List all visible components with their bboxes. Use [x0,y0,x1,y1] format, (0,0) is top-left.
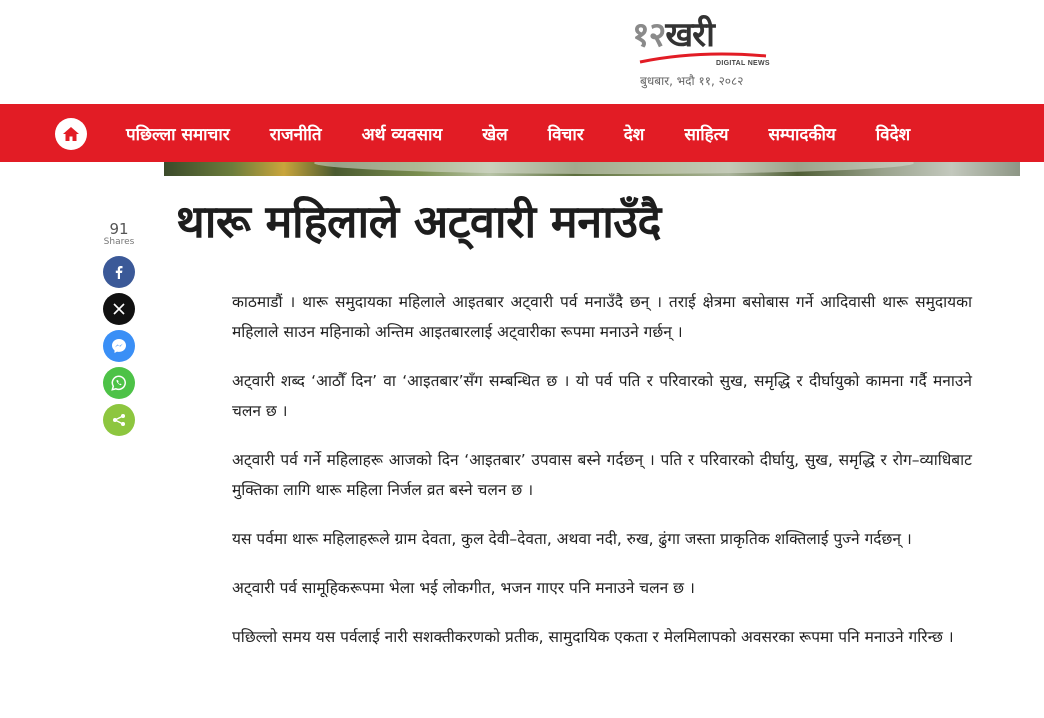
nav-items [126,104,950,162]
share-label: Shares [103,237,135,247]
x-share-button[interactable] [103,293,135,325]
nav-item-sports[interactable]: खेल [482,124,508,145]
current-date: बुधबार, भदौ ११, २०८२ [640,74,744,88]
logo-numerals: १२ [632,15,666,55]
messenger-icon [111,338,127,354]
nav-item-opinion[interactable]: विचार [547,124,584,145]
nav-item-politics[interactable]: राजनीति [269,124,322,145]
article-paragraph: पछिल्लो समय यस पर्वलाई नारी सशक्तीकरणको प्रतीक, सामुदायिक एकता र मेलमिलापको अवसरका रूपमा पनि मनाउने गरिन्छ । [232,628,954,646]
share-icon [112,413,126,427]
nav-item-country[interactable]: देश [623,124,645,145]
main-nav [0,104,1044,162]
article-paragraph: यस पर्वमा थारू महिलाहरूले ग्राम देवता, कुल देवी–देवता, अथवा नदी, रुख, ढुंगा जस्ता प्राकृतिक शक्तिलाई पुज्ने गर्दछन् । [232,530,912,548]
sharethis-share-button[interactable] [103,404,135,436]
nav-item-literature[interactable]: साहित्य [684,124,729,145]
nav-item-latest-news[interactable]: पछिल्ला समाचार [126,124,230,145]
share-count: 91 [109,220,129,238]
article-paragraph: अट्वारी शब्द ‘आठौँ दिन’ वा ‘आइतबार’सँग सम्बन्धित छ । यो पर्व पति र परिवारको सुख, समृद्धि र दीर्घायुको कामना गर्दै मनाउने चलन छ । [232,372,972,420]
whatsapp-icon [111,375,127,391]
article-paragraph: अट्वारी पर्व सामूहिकरूपमा भेला भई लोकगीत, भजन गाएर पनि मनाउने चलन छ । [232,579,695,597]
featured-image [164,162,1020,176]
facebook-share-button[interactable] [103,256,135,288]
logo-tagline: DIGITAL NEWS [716,60,770,67]
nav-item-world[interactable]: विदेश [875,124,911,145]
article-paragraph: काठमाडौं । थारू समुदायका महिलाले आइतबार अट्वारी पर्व मनाउँदै छन् । तराई क्षेत्रमा बसोबास गर्ने आदिवासी थारू समुदायका महिलाले साउन महिनाको अन्तिम आइतबारलाई अट्वारीका रूपमा मनाउने गर्छन् । [232,293,972,341]
whatsapp-share-button[interactable] [103,367,135,399]
article-paragraph: अट्वारी पर्व गर्ने महिलाहरू आजको दिन ‘आइतबार’ उपवास बस्ने गर्दछन् । पति र परिवारको दीर्घायु, सुख, समृद्धि र रोग–व्याधिबाट मुक्तिका लागि थारू महिला निर्जल व्रत बस्ने चलन छ । [232,451,972,499]
messenger-share-button[interactable] [103,330,135,362]
share-counter [103,221,135,248]
nav-item-editorial[interactable]: सम्पादकीय [768,124,836,145]
x-icon [113,303,125,315]
nav-item-economy[interactable]: अर्थ व्यवसाय [361,124,443,145]
facebook-icon [112,265,126,279]
home-button[interactable] [55,118,87,150]
logo-word: खरी [665,15,714,55]
article-title: थारू महिलाले अट्वारी मनाउँदै [176,195,661,248]
article-body [232,287,972,671]
home-icon [62,126,80,142]
